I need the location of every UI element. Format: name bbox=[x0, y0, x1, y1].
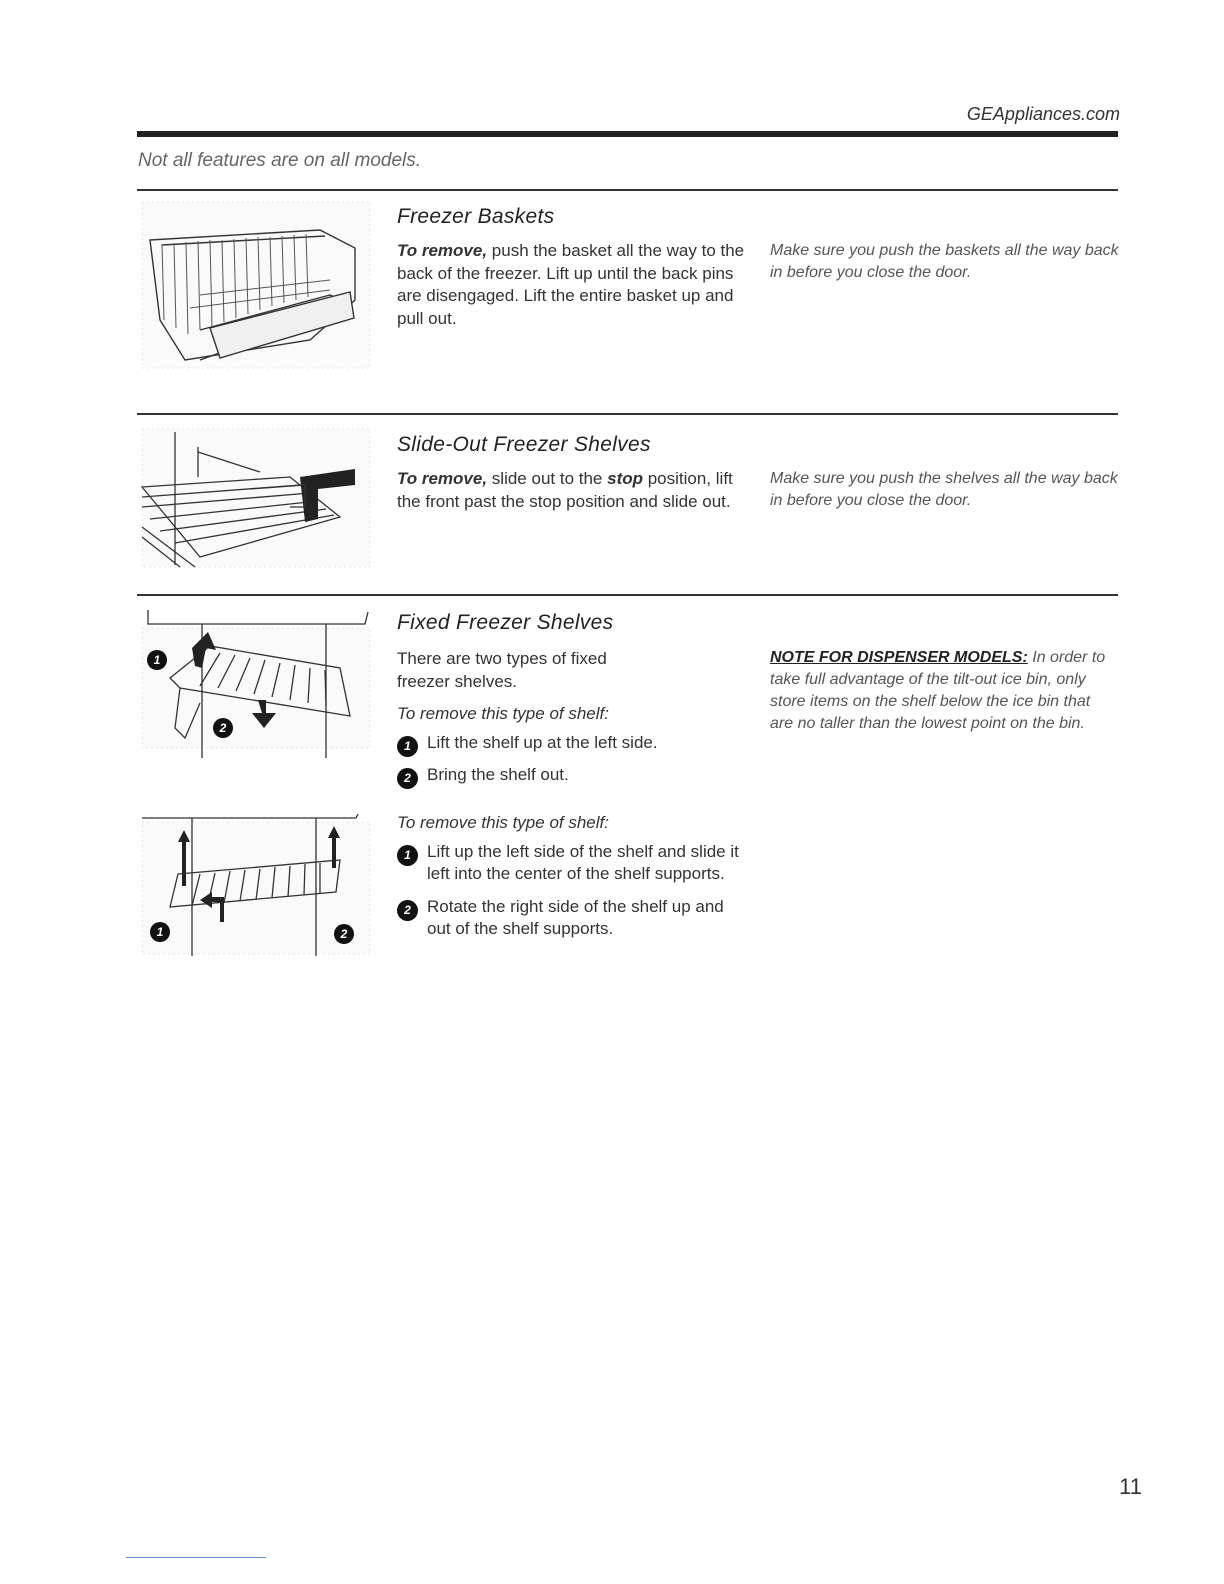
step-two-badge: 2 bbox=[219, 721, 227, 735]
step-two-badge: 2 bbox=[340, 927, 348, 941]
fixed-shelves-type2-instructions bbox=[397, 812, 747, 941]
type2-step-1: 1 Lift up the left side of the shelf and slide it left into the center of the shelf supports. bbox=[397, 841, 747, 886]
freezer-baskets-instructions: To remove, push the basket all the way to the back of the freezer. Lift up until the back pins are disengaged. Lift the entire basket up and pull out. bbox=[397, 241, 745, 328]
step-two-badge: 2 bbox=[397, 900, 418, 921]
type1-step-2: 2 Bring the shelf out. bbox=[397, 764, 742, 787]
step-two-badge: 2 bbox=[397, 768, 418, 789]
step-one-badge: 1 bbox=[397, 845, 418, 866]
slide-out-shelves-note: Make sure you push the shelves all the way back in before you close the door. bbox=[770, 470, 1118, 509]
note-lead: NOTE FOR DISPENSER MODELS: bbox=[770, 649, 1028, 666]
type2-heading: To remove this type of shelf: bbox=[397, 813, 609, 832]
disclaimer: Not all features are on all models. bbox=[138, 150, 422, 171]
page-number: 11 bbox=[1119, 1474, 1142, 1499]
slide-out-shelf-illustration bbox=[140, 427, 372, 569]
freezer-basket-illustration bbox=[140, 200, 372, 370]
section-divider bbox=[137, 594, 1118, 596]
section-divider bbox=[137, 189, 1118, 191]
header-rule bbox=[137, 131, 1118, 137]
slide-out-shelves-title: Slide-Out Freezer Shelves bbox=[397, 433, 651, 456]
type1-heading: To remove this type of shelf: bbox=[397, 704, 609, 723]
step-one-badge: 1 bbox=[153, 653, 161, 667]
dispenser-models-note: NOTE FOR DISPENSER MODELS: In order to take full advantage of the tilt-out ice bin, only store items on the shelf below the ice bin that are no taller than the lowest point on the bin. bbox=[770, 649, 1106, 732]
section-divider bbox=[137, 413, 1118, 415]
freezer-baskets-note: Make sure you push the baskets all the way back in before you close the door. bbox=[770, 242, 1119, 281]
fixed-shelves-instructions bbox=[397, 648, 742, 787]
step-one-badge: 1 bbox=[397, 736, 418, 757]
fixed-shelves-intro: There are two types of fixed freezer shelves. bbox=[397, 649, 607, 691]
footer-line bbox=[126, 1557, 266, 1558]
to-remove-label: To remove, bbox=[397, 469, 488, 488]
type1-step-1: 1 Lift the shelf up at the left side. bbox=[397, 732, 742, 755]
type2-step-2: 2 Rotate the right side of the shelf up and out of the shelf supports. bbox=[397, 896, 727, 941]
fixed-shelf-type1-illustration bbox=[140, 608, 372, 760]
step-one-badge: 1 bbox=[156, 925, 164, 939]
freezer-baskets-title: Freezer Baskets bbox=[397, 205, 555, 228]
fixed-shelves-title: Fixed Freezer Shelves bbox=[397, 611, 614, 634]
fixed-shelf-type2-illustration bbox=[140, 812, 372, 956]
to-remove-label: To remove, bbox=[397, 241, 488, 260]
stop-position-label: stop bbox=[607, 469, 643, 488]
slide-out-shelves-instructions: To remove, slide out to the stop position, lift the front past the stop position and slide out. bbox=[397, 469, 733, 511]
site-url: GEAppliances.com bbox=[966, 104, 1120, 124]
